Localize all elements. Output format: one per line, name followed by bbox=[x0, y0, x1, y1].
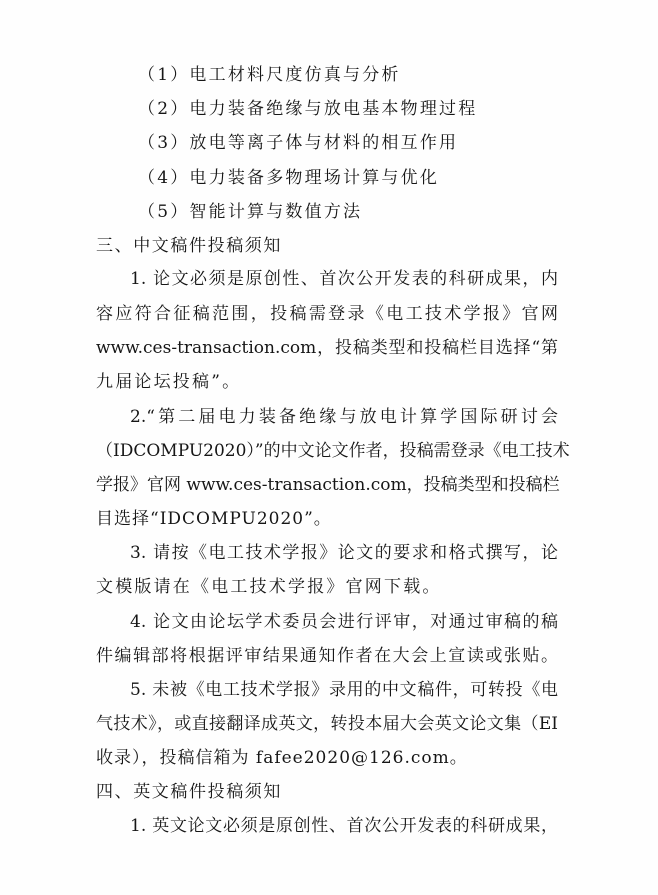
s3-item1-line4: 九届论坛投稿”。 bbox=[96, 372, 242, 392]
section-3-heading: 三、中文稿件投稿须知 bbox=[96, 236, 282, 256]
s3-item3-line2: 文模版请在《电工技术学报》官网下载。 bbox=[96, 577, 442, 597]
s3-item2-line4: 目选择“IDCOMPU2020”。 bbox=[96, 509, 332, 529]
topic-item-4: （4）电力装备多物理场计算与优化 bbox=[138, 168, 440, 188]
section-4-heading: 四、英文稿件投稿须知 bbox=[96, 782, 282, 802]
s3-item2-line3: 学报》官网 www.ces-transaction.com，投稿类型和投稿栏 bbox=[96, 475, 560, 495]
topic-item-2: （2）电力装备绝缘与放电基本物理过程 bbox=[138, 99, 478, 119]
s3-item1-line1: 1. 论文必须是原创性、首次公开发表的科研成果，内 bbox=[130, 269, 558, 289]
s4-item1-line1: 1. 英文论文必须是原创性、首次公开发表的科研成果， bbox=[130, 816, 558, 836]
s3-item5-line3: 收录），投稿信箱为 fafee2020@126.com。 bbox=[96, 748, 468, 768]
s3-item2-line2: （IDCOMPU2020）”的中文论文作者，投稿需登录《电工技术 bbox=[96, 441, 570, 461]
topic-item-3: （3）放电等离子体与材料的相互作用 bbox=[138, 133, 459, 153]
s3-item4-line1: 4. 论文由论坛学术委员会进行评审，对通过审稿的稿 bbox=[130, 612, 558, 632]
s3-item5-line1: 5. 未被《电工技术学报》录用的中文稿件，可转投《电 bbox=[130, 680, 558, 700]
s3-item3-line1: 3. 请按《电工技术学报》论文的要求和格式撰写，论 bbox=[130, 543, 558, 563]
s3-item5-line2: 气技术》，或直接翻译成英文，转投本届大会英文论文集（EI bbox=[96, 714, 558, 734]
s3-item4-line2: 件编辑部将根据评审结果通知作者在大会上宣读或张贴。 bbox=[96, 646, 558, 666]
s3-item1-line2: 容应符合征稿范围，投稿需登录《电工技术学报》官网 bbox=[96, 304, 558, 324]
topic-item-5: （5）智能计算与数值方法 bbox=[138, 202, 363, 222]
topic-item-1: （1）电工材料尺度仿真与分析 bbox=[138, 65, 401, 85]
s3-item2-line1: 2.“第二届电力装备绝缘与放电计算学国际研讨会 bbox=[130, 407, 558, 427]
s3-item1-line3: www.ces-transaction.com，投稿类型和投稿栏目选择“第 bbox=[96, 338, 558, 358]
